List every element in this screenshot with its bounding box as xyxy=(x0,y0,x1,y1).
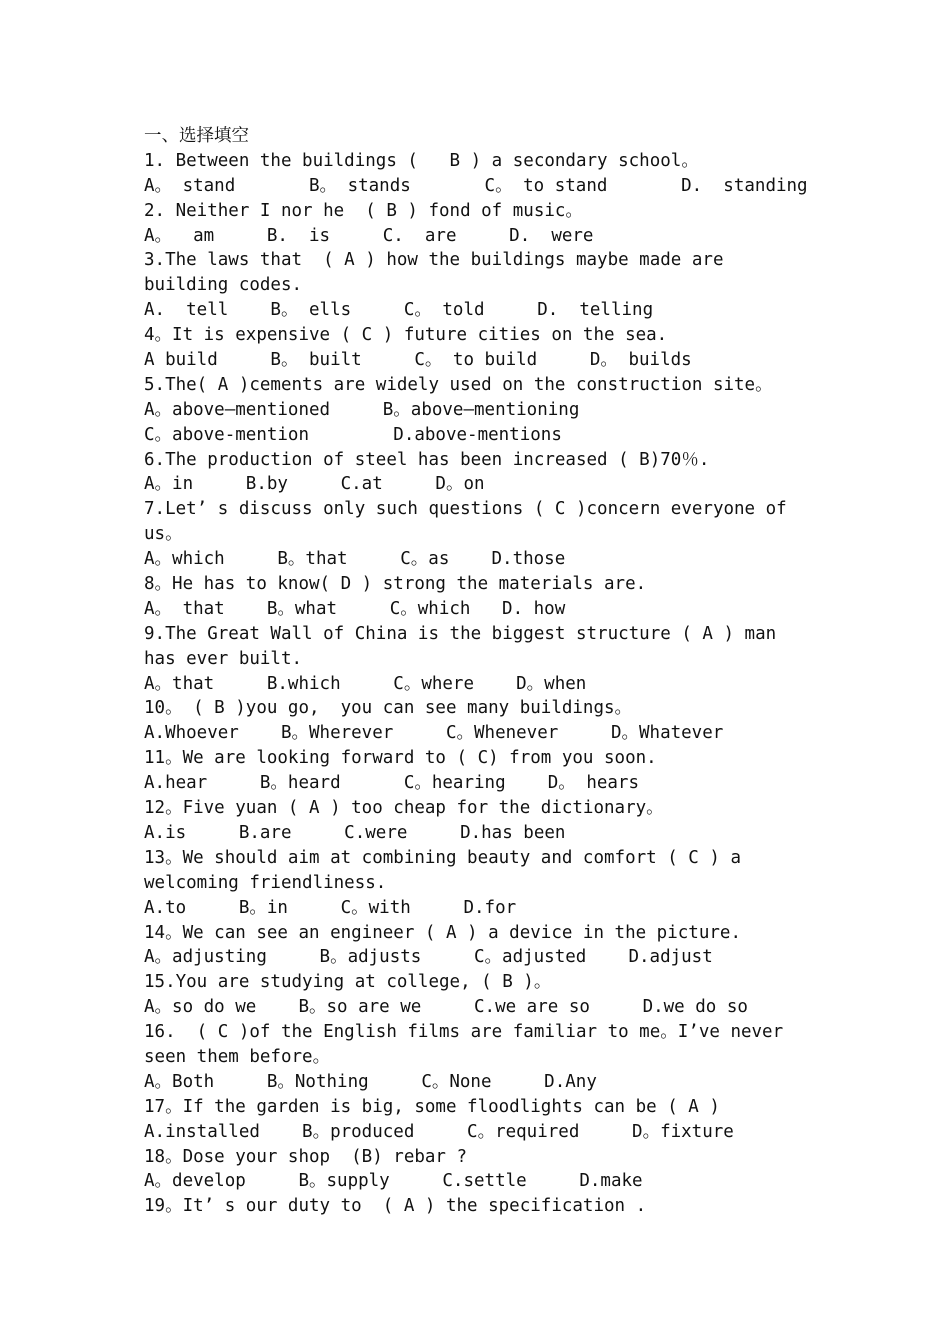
question-16-cont: seen them before。 xyxy=(144,1046,331,1067)
question-3: 3.The laws that ( A ) how the buildings maybe made are xyxy=(144,250,724,271)
options-17: A.installed B。produced C。required D。fixture xyxy=(144,1121,734,1142)
options-3: A. tell B。 ells C。 told D. telling xyxy=(144,300,654,321)
options-5a: A。above—mentioned B。above—mentioning xyxy=(144,399,580,420)
question-17: 17。If the garden is big, some floodlights can be ( A ) xyxy=(144,1096,720,1117)
options-18: A。develop B。supply C.settle D.make xyxy=(144,1171,643,1192)
question-7-cont: us。 xyxy=(144,524,183,545)
question-12: 12。Five yuan ( A ) too cheap for the dictionary。 xyxy=(144,798,664,819)
question-18: 18。Dose your shop (B) rebar ? xyxy=(144,1146,468,1167)
options-15: A。so do we B。so are we C.we are so D.we do so xyxy=(144,997,748,1018)
question-15: 15.You are studying at college, ( B )。 xyxy=(144,972,552,993)
section-heading: 一、选择填空 xyxy=(144,126,249,146)
question-16: 16. ( C )of the English films are familiar to me。I’ve never xyxy=(144,1022,784,1043)
question-13: 13。We should aim at combining beauty and comfort ( C ) a xyxy=(144,847,741,868)
options-11: A.hear B。heard C。hearing D。 hears xyxy=(144,773,640,794)
question-2: 2. Neither I nor he ( B ) fond of music。 xyxy=(144,200,583,221)
document-page xyxy=(144,124,824,1219)
options-6: A。in B.by C.at D。on xyxy=(144,474,485,495)
options-10: A.Whoever B。Wherever C。Whenever D。Whatever xyxy=(144,723,724,744)
options-1: A。 stand B。 stands C。 to stand D. standing xyxy=(144,175,808,196)
question-3-cont: building codes. xyxy=(144,275,303,296)
options-8: A。 that B。what C。which D. how xyxy=(144,598,566,619)
question-6: 6.The production of steel has been increased ( B)70％. xyxy=(144,449,710,470)
question-9-cont: has ever built. xyxy=(144,648,303,669)
question-7: 7.Let’ s discuss only such questions ( C )concern everyone of xyxy=(144,499,787,520)
question-10: 10。 ( B )you go, you can see many buildings。 xyxy=(144,698,633,719)
question-1: 1. Between the buildings ( B ) a secondary school。 xyxy=(144,150,699,171)
question-14: 14。We can see an engineer ( A ) a device in the picture. xyxy=(144,922,741,943)
question-8: 8。He has to know( D ) strong the materials are. xyxy=(144,574,647,595)
options-4: A build B。 built C。 to build D。 builds xyxy=(144,350,692,371)
question-4: 4。It is expensive ( C ) future cities on the sea. xyxy=(144,325,668,346)
options-13: A.to B。in C。with D.for xyxy=(144,897,517,918)
options-2: A。 am B. is C. are D. were xyxy=(144,225,594,246)
question-13-cont: welcoming friendliness. xyxy=(144,872,387,893)
options-16: A。Both B。Nothing C。None D.Any xyxy=(144,1071,597,1092)
question-9: 9.The Great Wall of China is the biggest structure ( A ) man xyxy=(144,623,777,644)
question-5: 5.The( A )cements are widely used on the construction site。 xyxy=(144,374,773,395)
options-5b: C。above-mention D.above-mentions xyxy=(144,424,562,445)
options-9: A。that B.which C。where D。when xyxy=(144,673,587,694)
options-12: A.is B.are C.were D.has been xyxy=(144,822,566,843)
question-11: 11。We are looking forward to ( C) from you soon. xyxy=(144,748,657,769)
question-19: 19。It’ s our duty to ( A ) the specification . xyxy=(144,1196,647,1217)
options-7: A。which B。that C。as D.those xyxy=(144,549,566,570)
options-14: A。adjusting B。adjusts C。adjusted D.adjust xyxy=(144,947,713,968)
